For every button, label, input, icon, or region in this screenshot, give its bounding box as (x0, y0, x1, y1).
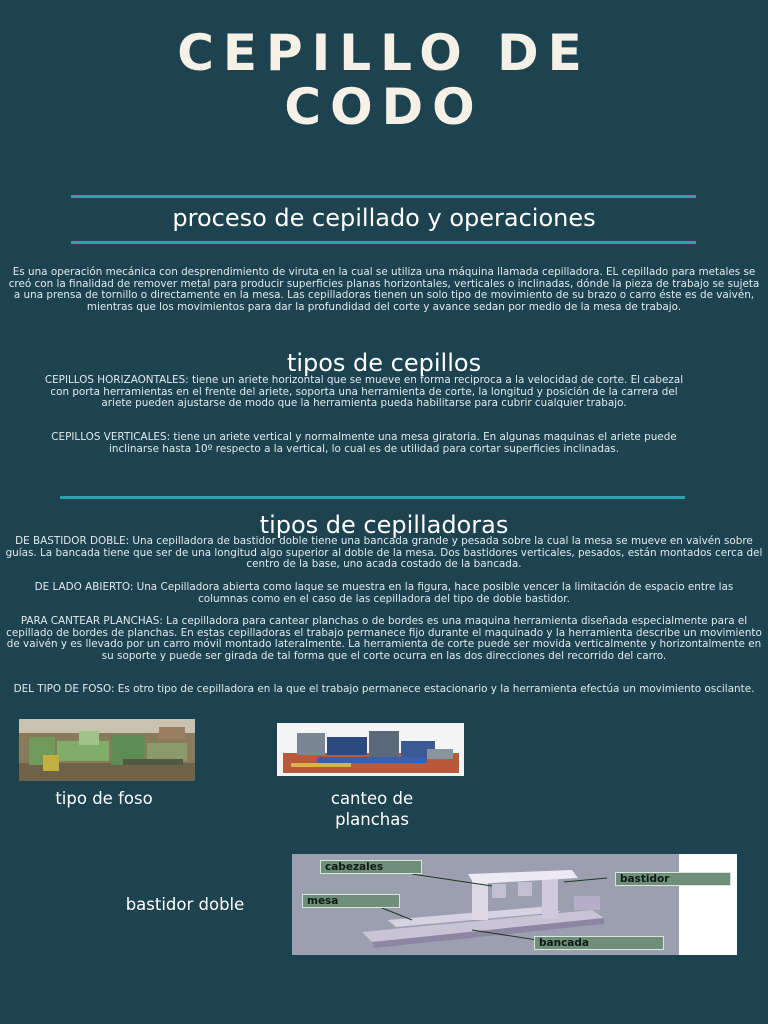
heading-tipos-cepilladoras: tipos de cepilladoras (259, 511, 509, 539)
paragraph-lado-abierto: DE LADO ABIERTO: Una Cepilladora abierta como laque se muestra en la figura, hace posible vencer la limitación de espacio entre las columnas como en el caso de las cepilladora del tipo de doble bastidor. (34, 581, 734, 605)
title-line-1: CEPILLO DE (177, 24, 591, 82)
rule-bottom (71, 241, 696, 244)
paragraph-tipo-foso: DEL TIPO DE FOSO: Es otro tipo de cepilladora en la que el trabajo permanece estacionario y la herramienta efectúa un movimiento oscilante. (13, 683, 755, 695)
photo-canteo-planchas (277, 723, 464, 776)
photo-tipo-foso (19, 719, 195, 781)
title-line-2: CODO (284, 78, 484, 136)
label-mesa: mesa (302, 894, 400, 908)
paragraph-cepillos-horizontales: CEPILLOS HORIZAONTALES: tiene un ariete horizontal que se mueve en forma reciproca a la velocidad de corte. El cabezal con porta herramientas en el frente del ariete, soporta una herramienta de corte, la longitud y posición de la carrera del ariete pueden ajustarse de modo que la herramienta pueda habilitarse para cubrir cualquier trabajo. (44, 374, 684, 409)
label-bancada: bancada (534, 936, 664, 950)
caption-bastidor-doble: bastidor doble (125, 895, 245, 914)
intro-paragraph: Es una operación mecánica con desprendimiento de viruta en la cual se utiliza una máquina llamada cepilladora. EL cepillado para metales se creó con la finalidad de remover metal para producir superficies planas horizontales, verticales o inclinadas, dónde la pieza de trabajo se sujeta a una prensa de tornillo o directamente en la mesa. Las cepilladoras tienen un solo tipo de movimiento de su brazo o carro éste es de vaivén, mientras que los movimientos para dar la profundidad del corte y avance sedan por medio de la mesa de trabajo. (8, 266, 760, 313)
rule-middle (60, 496, 685, 499)
caption-canteo-line-2: planchas (335, 810, 409, 829)
paragraph-cepillos-verticales: CEPILLOS VERTICALES: tiene un ariete vertical y normalmente una mesa giratoria. En algunas maquinas el ariete puede inclinarse hasta 10º respecto a la vertical, lo cual es de utilidad para cortar superficies inclinadas. (51, 431, 677, 455)
subtitle: proceso de cepillado y operaciones (172, 204, 596, 232)
caption-canteo-line-1: canteo de (330, 789, 414, 808)
caption-canteo-planchas (277, 788, 467, 830)
label-cabezales: cabezales (320, 860, 422, 874)
heading-tipos-cepillos: tipos de cepillos (286, 349, 482, 377)
rule-top (71, 195, 696, 198)
paragraph-cantear-planchas: PARA CANTEAR PLANCHAS: La cepilladora para cantear planchas o de bordes es una maquina herramienta diseñada especialmente para el cepillado de bordes de planchas. En estas cepilladoras el trabajo permanece fijo durante el maquinado y la herramienta describe un movimiento de vaivén y es llevado por un carro móvil montado lateralmente. La herramienta de corte puede ser movida verticalmente y horizontalmente en su soporte y puede ser girada de tal forma que el corte ocurra en las dos direcciones del recorrido del carro. (6, 615, 762, 662)
label-bastidor: bastidor (615, 872, 731, 886)
caption-tipo-foso: tipo de foso (55, 789, 153, 808)
paragraph-bastidor-doble: DE BASTIDOR DOBLE: Una cepilladora de bastidor doble tiene una bancada grande y pesada sobre la cual la mesa se mueve en vaivén sobre guías. La bancada tiene que ser de una longitud algo superior al doble de la mesa. Dos bastidores verticales, pesados, están montados cerca del centro de la base, uno acada costado de la bancada. (5, 535, 763, 570)
page-title (0, 24, 768, 136)
diagram-bastidor-doble (292, 854, 737, 955)
